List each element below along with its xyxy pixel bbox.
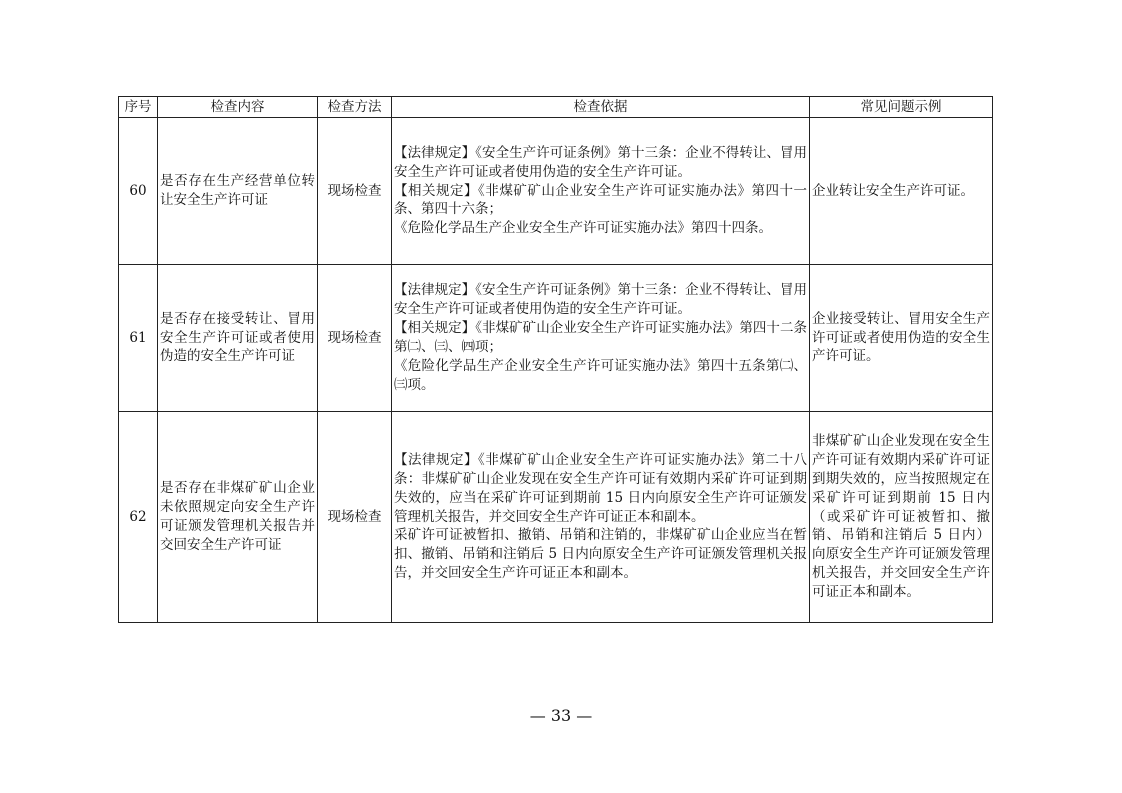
row-inspection-method: 现场检查 — [318, 412, 392, 623]
basis-paragraph: 【法律规定】《安全生产许可证条例》第十三条：企业不得转让、冒用安全生产许可证或者使用伪造的安全生产许可证。 — [394, 282, 807, 318]
row-serial-number: 62 — [119, 412, 158, 623]
header-serial-number: 序号 — [119, 97, 158, 118]
header-common-problem-examples: 常见问题示例 — [810, 97, 993, 118]
table-row — [119, 265, 993, 412]
row-inspection-basis — [392, 118, 810, 265]
table-row — [119, 118, 993, 265]
basis-paragraph: 采矿许可证被暂扣、撤销、吊销和注销的，非煤矿矿山企业应当在暂扣、撤销、吊销和注销后 5 日内向原安全生产许可证颁发管理机关报告，并交回安全生产许可证正本和副本。 — [394, 527, 807, 582]
row-inspection-content: 是否存在生产经营单位转让安全生产许可证 — [158, 118, 318, 265]
basis-paragraph: 【法律规定】《非煤矿矿山企业安全生产许可证实施办法》第二十八条：非煤矿矿山企业发现在安全生产许可证有效期内采矿许可证到期失效的，应当在采矿许可证到期前 15 日内向原安全生产许可证颁发管理机关报告，并交回安全生产许可证正本和副本。 — [394, 451, 807, 525]
header-inspection-method: 检查方法 — [318, 97, 392, 118]
table-header-row — [119, 97, 993, 118]
basis-paragraph: 【相关规定】《非煤矿矿山企业安全生产许可证实施办法》第四十二条第㈡、㈢、㈣项； — [394, 320, 807, 355]
row-serial-number: 61 — [119, 265, 158, 412]
header-inspection-basis: 检查依据 — [392, 97, 810, 118]
row-problem-example: 企业转让安全生产许可证。 — [810, 118, 993, 265]
basis-paragraph: 【法律规定】《安全生产许可证条例》第十三条：企业不得转让、冒用安全生产许可证或者使用伪造的安全生产许可证。 — [394, 144, 807, 180]
table-row — [119, 412, 993, 623]
header-inspection-content: 检查内容 — [158, 97, 318, 118]
row-inspection-content: 是否存在接受转让、冒用安全生产许可证或者使用伪造的安全生产许可证 — [158, 265, 318, 412]
basis-paragraph: 【相关规定】《非煤矿矿山企业安全生产许可证实施办法》第四十一条、第四十六条； — [394, 182, 807, 218]
basis-paragraph: 《危险化学品生产企业安全生产许可证实施办法》第四十四条。 — [394, 220, 772, 237]
row-problem-example: 企业接受转让、冒用安全生产许可证或者使用伪造的安全生产许可证。 — [810, 265, 993, 412]
row-inspection-basis — [392, 412, 810, 623]
row-problem-example: 非煤矿矿山企业发现在安全生产许可证有效期内采矿许可证到期失效的，应当按照规定在采矿许可证到期前 15 日内（或采矿许可证被暂扣、撤销、吊销和注销后 5 日内）向原安全生产许可证颁发管理机关报告，并交回安全生产许可证正本和副本。 — [810, 412, 993, 623]
row-serial-number: 60 — [119, 118, 158, 265]
inspection-table — [118, 96, 993, 623]
row-inspection-method: 现场检查 — [318, 118, 392, 265]
row-inspection-method: 现场检查 — [318, 265, 392, 412]
page-number: — 33 — — [529, 706, 593, 725]
basis-paragraph: 《危险化学品生产企业安全生产许可证实施办法》第四十五条第㈡、㈢项。 — [394, 357, 807, 393]
row-inspection-basis — [392, 265, 810, 412]
row-inspection-content: 是否存在非煤矿矿山企业未依照规定向安全生产许可证颁发管理机关报告并交回安全生产许可证 — [158, 412, 318, 623]
